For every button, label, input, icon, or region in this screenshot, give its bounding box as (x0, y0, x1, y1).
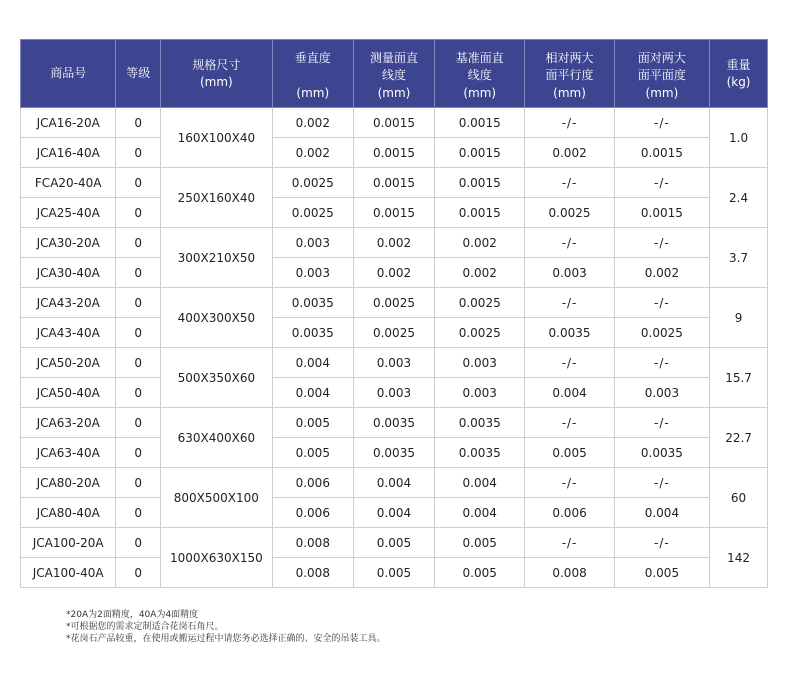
model-cell: JCA100-20A (21, 528, 116, 558)
table-row (21, 468, 768, 498)
flatness-cell: 0.003 (614, 378, 709, 408)
parallel-cell: -/- (525, 468, 614, 498)
base-cell: 0.0025 (435, 288, 525, 318)
flatness-cell: -/- (614, 108, 709, 138)
base-cell: 0.003 (435, 348, 525, 378)
grade-cell: 0 (116, 318, 161, 348)
header-model-label: 商品号 (50, 66, 87, 80)
model-cell: JCA63-40A (21, 438, 116, 468)
model-cell: JCA43-20A (21, 288, 116, 318)
measure-cell: 0.005 (353, 558, 434, 588)
weight-cell: 2.4 (710, 168, 768, 228)
table-row (21, 498, 768, 528)
header-vertical-label: 垂直度 (294, 51, 331, 65)
spec-cell: 500X350X60 (161, 348, 273, 408)
header-parallel-unit: (mm) (553, 86, 586, 100)
parallel-cell: -/- (525, 288, 614, 318)
vertical-cell: 0.003 (272, 258, 353, 288)
flatness-cell: 0.0015 (614, 198, 709, 228)
header-weight-label: 重量 (726, 57, 751, 72)
model-cell: JCA43-40A (21, 318, 116, 348)
table-row (21, 168, 768, 198)
measure-cell: 0.0015 (353, 108, 434, 138)
table-row (21, 228, 768, 258)
model-cell: JCA50-40A (21, 378, 116, 408)
vertical-cell: 0.008 (272, 558, 353, 588)
vertical-cell: 0.008 (272, 528, 353, 558)
table-row (21, 318, 768, 348)
header-flatness (614, 40, 709, 108)
table-row (21, 258, 768, 288)
table-row (21, 198, 768, 228)
parallel-cell: 0.005 (525, 438, 614, 468)
header-parallel (525, 40, 614, 108)
table-row (21, 138, 768, 168)
vertical-cell: 0.006 (272, 468, 353, 498)
footnote-precision: *20A为2面精度，40A为4面精度 (66, 610, 199, 620)
measure-cell: 0.004 (353, 468, 434, 498)
spec-cell: 400X300X50 (161, 288, 273, 348)
vertical-cell: 0.0025 (272, 198, 353, 228)
parallel-cell: 0.004 (525, 378, 614, 408)
header-parallel-label: 相对两大 (545, 51, 594, 65)
table-row (21, 558, 768, 588)
vertical-cell: 0.006 (272, 498, 353, 528)
model-cell: JCA80-20A (21, 468, 116, 498)
base-cell: 0.0015 (435, 108, 525, 138)
model-cell: JCA100-40A (21, 558, 116, 588)
spec-cell: 160X100X40 (161, 108, 273, 168)
header-base-unit: (mm) (463, 86, 497, 100)
footnotes (66, 609, 386, 645)
flatness-cell: -/- (614, 228, 709, 258)
spec-cell: 630X400X60 (161, 408, 273, 468)
table-row (21, 528, 768, 558)
grade-cell: 0 (116, 198, 161, 228)
header-weight-unit: (kg) (726, 74, 751, 89)
footnote-custom: *可根据您的需求定制适合花岗石角尺。 (66, 622, 224, 632)
header-parallel-label-2: 面平行度 (545, 68, 594, 82)
header-base (435, 40, 525, 108)
header-spec-unit: (mm) (199, 74, 233, 89)
vertical-cell: 0.002 (272, 138, 353, 168)
base-cell: 0.0015 (435, 138, 525, 168)
model-cell: JCA50-20A (21, 348, 116, 378)
measure-cell: 0.0025 (353, 318, 434, 348)
parallel-cell: 0.008 (525, 558, 614, 588)
weight-cell: 3.7 (710, 228, 768, 288)
header-base-label-2: 线度 (467, 68, 492, 82)
weight-cell: 142 (710, 528, 768, 588)
header-flatness-label-2: 面平面度 (637, 68, 686, 82)
header-flatness-unit: (mm) (645, 86, 679, 100)
flatness-cell: 0.004 (614, 498, 709, 528)
grade-cell: 0 (116, 288, 161, 318)
model-cell: JCA25-40A (21, 198, 116, 228)
base-cell: 0.0015 (435, 198, 525, 228)
base-cell: 0.005 (435, 558, 525, 588)
flatness-cell: -/- (614, 528, 709, 558)
flatness-cell: 0.005 (614, 558, 709, 588)
vertical-cell: 0.0035 (272, 288, 353, 318)
header-vertical-unit: (mm) (296, 86, 330, 100)
table-row (21, 108, 768, 138)
grade-cell: 0 (116, 468, 161, 498)
header-measure-label-2: 线度 (381, 68, 406, 82)
model-cell: JCA63-20A (21, 408, 116, 438)
vertical-cell: 0.005 (272, 438, 353, 468)
vertical-cell: 0.002 (272, 108, 353, 138)
measure-cell: 0.0015 (353, 198, 434, 228)
base-cell: 0.004 (435, 498, 525, 528)
measure-cell: 0.002 (353, 228, 434, 258)
flatness-cell: 0.0015 (614, 138, 709, 168)
parallel-cell: 0.002 (525, 138, 614, 168)
parallel-cell: -/- (525, 348, 614, 378)
spec-cell: 800X500X100 (161, 468, 273, 528)
footnote-safety: *花岗石产品较重，在使用或搬运过程中请您务必选择正确的、安全的吊装工具。 (66, 634, 386, 644)
base-cell: 0.0035 (435, 408, 525, 438)
base-cell: 0.002 (435, 228, 525, 258)
header-weight (710, 40, 768, 108)
spec-cell: 250X160X40 (161, 168, 273, 228)
grade-cell: 0 (116, 108, 161, 138)
spec-cell: 1000X630X150 (161, 528, 273, 588)
base-cell: 0.004 (435, 468, 525, 498)
flatness-cell: 0.0035 (614, 438, 709, 468)
model-cell: JCA16-40A (21, 138, 116, 168)
table-body (21, 108, 768, 588)
measure-cell: 0.0015 (353, 138, 434, 168)
measure-cell: 0.0025 (353, 288, 434, 318)
parallel-cell: 0.003 (525, 258, 614, 288)
vertical-cell: 0.005 (272, 408, 353, 438)
model-cell: JCA30-20A (21, 228, 116, 258)
table-row (21, 438, 768, 468)
base-cell: 0.003 (435, 378, 525, 408)
spec-table (20, 39, 768, 588)
flatness-cell: -/- (614, 348, 709, 378)
header-model (21, 40, 116, 108)
parallel-cell: 0.0025 (525, 198, 614, 228)
parallel-cell: -/- (525, 108, 614, 138)
weight-cell: 15.7 (710, 348, 768, 408)
measure-cell: 0.003 (353, 378, 434, 408)
parallel-cell: -/- (525, 408, 614, 438)
parallel-cell: -/- (525, 528, 614, 558)
grade-cell: 0 (116, 558, 161, 588)
table-header (21, 40, 768, 108)
header-base-label: 基准面直 (455, 51, 504, 65)
header-grade (116, 40, 161, 108)
grade-cell: 0 (116, 528, 161, 558)
grade-cell: 0 (116, 258, 161, 288)
flatness-cell: -/- (614, 288, 709, 318)
parallel-cell: -/- (525, 168, 614, 198)
flatness-cell: 0.0025 (614, 318, 709, 348)
grade-cell: 0 (116, 408, 161, 438)
model-cell: FCA20-40A (21, 168, 116, 198)
grade-cell: 0 (116, 498, 161, 528)
header-grade-label: 等级 (126, 66, 151, 80)
header-flatness-label: 面对两大 (637, 51, 686, 65)
vertical-cell: 0.004 (272, 378, 353, 408)
header-vertical (272, 40, 353, 108)
grade-cell: 0 (116, 168, 161, 198)
header-measure (353, 40, 434, 108)
spec-cell: 300X210X50 (161, 228, 273, 288)
table-row (21, 408, 768, 438)
grade-cell: 0 (116, 438, 161, 468)
parallel-cell: -/- (525, 228, 614, 258)
vertical-cell: 0.003 (272, 228, 353, 258)
parallel-cell: 0.0035 (525, 318, 614, 348)
table-row (21, 348, 768, 378)
model-cell: JCA16-20A (21, 108, 116, 138)
flatness-cell: 0.002 (614, 258, 709, 288)
flatness-cell: -/- (614, 168, 709, 198)
measure-cell: 0.004 (353, 498, 434, 528)
base-cell: 0.0035 (435, 438, 525, 468)
base-cell: 0.002 (435, 258, 525, 288)
weight-cell: 60 (710, 468, 768, 528)
grade-cell: 0 (116, 138, 161, 168)
flatness-cell: -/- (614, 468, 709, 498)
weight-cell: 22.7 (710, 408, 768, 468)
header-measure-unit: (mm) (377, 86, 411, 100)
measure-cell: 0.0035 (353, 438, 434, 468)
grade-cell: 0 (116, 228, 161, 258)
header-spec-label: 规格尺寸 (192, 57, 241, 72)
header-measure-label: 测量面直 (369, 51, 418, 65)
vertical-cell: 0.004 (272, 348, 353, 378)
vertical-cell: 0.0035 (272, 318, 353, 348)
table-row (21, 378, 768, 408)
vertical-cell: 0.0025 (272, 168, 353, 198)
weight-cell: 1.0 (710, 108, 768, 168)
base-cell: 0.0015 (435, 168, 525, 198)
measure-cell: 0.002 (353, 258, 434, 288)
measure-cell: 0.0035 (353, 408, 434, 438)
weight-cell: 9 (710, 288, 768, 348)
measure-cell: 0.0015 (353, 168, 434, 198)
base-cell: 0.0025 (435, 318, 525, 348)
measure-cell: 0.005 (353, 528, 434, 558)
flatness-cell: -/- (614, 408, 709, 438)
header-spec (161, 40, 273, 108)
base-cell: 0.005 (435, 528, 525, 558)
grade-cell: 0 (116, 348, 161, 378)
model-cell: JCA30-40A (21, 258, 116, 288)
model-cell: JCA80-40A (21, 498, 116, 528)
table-row (21, 288, 768, 318)
measure-cell: 0.003 (353, 348, 434, 378)
grade-cell: 0 (116, 378, 161, 408)
parallel-cell: 0.006 (525, 498, 614, 528)
